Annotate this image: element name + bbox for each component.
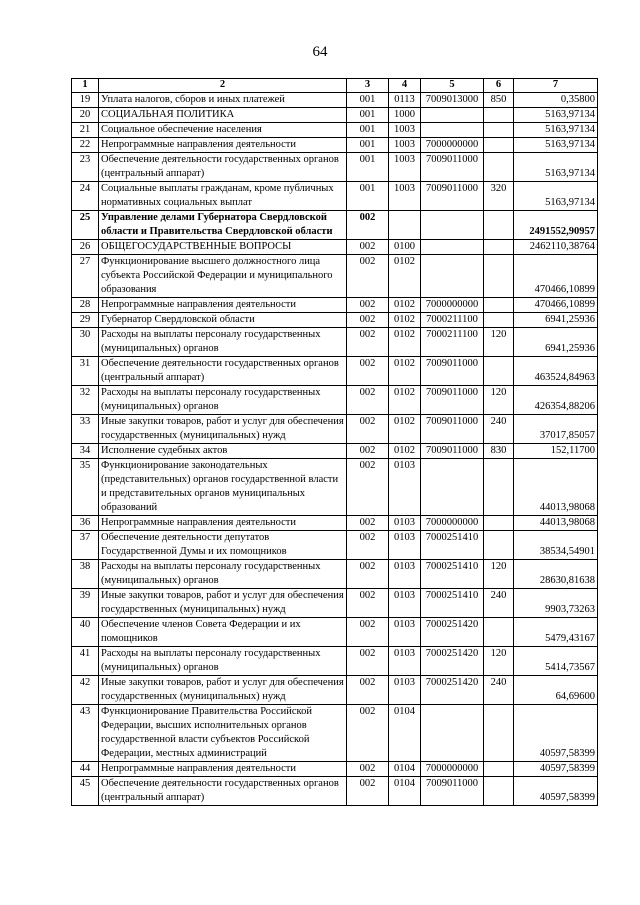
row-name-cell: Иные закупки товаров, работ и услуг для обеспечения государственных (муниципальных) нужд xyxy=(99,415,347,444)
admin-code-cell: 002 xyxy=(347,647,389,676)
table-row xyxy=(72,647,598,676)
admin-code-cell: 002 xyxy=(347,589,389,618)
target-article-cell xyxy=(421,459,484,516)
section-code-cell: 0103 xyxy=(389,676,421,705)
section-code-cell: 0102 xyxy=(389,313,421,328)
expense-type-cell: 120 xyxy=(484,328,514,357)
column-header: 5 xyxy=(421,79,484,93)
target-article-cell: 7009011000 xyxy=(421,182,484,211)
table-row xyxy=(72,108,598,123)
table-row xyxy=(72,516,598,531)
target-article-cell xyxy=(421,211,484,240)
admin-code-cell: 002 xyxy=(347,531,389,560)
amount-cell: 44013,98068 xyxy=(514,516,598,531)
row-name-cell: Непрограммные направления деятельности xyxy=(99,516,347,531)
admin-code-cell: 001 xyxy=(347,123,389,138)
target-article-cell: 7000251420 xyxy=(421,618,484,647)
target-article-cell: 7009011000 xyxy=(421,777,484,806)
row-name-cell: Обеспечение деятельности депутатов Государственной Думы и их помощников xyxy=(99,531,347,560)
admin-code-cell: 002 xyxy=(347,357,389,386)
row-name-cell: Расходы на выплаты персоналу государственных (муниципальных) органов xyxy=(99,386,347,415)
target-article-cell: 7000211100 xyxy=(421,313,484,328)
row-number-cell: 31 xyxy=(72,357,99,386)
row-number-cell: 21 xyxy=(72,123,99,138)
table-row xyxy=(72,618,598,647)
row-number-cell: 19 xyxy=(72,93,99,108)
section-code-cell: 0102 xyxy=(389,298,421,313)
row-number-cell: 37 xyxy=(72,531,99,560)
expense-type-cell: 850 xyxy=(484,93,514,108)
section-code-cell: 0102 xyxy=(389,444,421,459)
column-header: 6 xyxy=(484,79,514,93)
column-header: 1 xyxy=(72,79,99,93)
row-name-cell: Обеспечение деятельности государственных органов (центральный аппарат) xyxy=(99,357,347,386)
amount-cell: 5163,97134 xyxy=(514,123,598,138)
target-article-cell: 7000251410 xyxy=(421,531,484,560)
amount-cell: 152,11700 xyxy=(514,444,598,459)
target-article-cell: 7000000000 xyxy=(421,762,484,777)
section-code-cell: 0104 xyxy=(389,777,421,806)
table-row xyxy=(72,386,598,415)
section-code-cell: 0104 xyxy=(389,762,421,777)
table-row xyxy=(72,676,598,705)
row-number-cell: 39 xyxy=(72,589,99,618)
table-row xyxy=(72,560,598,589)
section-code-cell: 1000 xyxy=(389,108,421,123)
section-code-cell: 0104 xyxy=(389,705,421,762)
section-code-cell: 1003 xyxy=(389,153,421,182)
section-code-cell xyxy=(389,211,421,240)
row-number-cell: 27 xyxy=(72,255,99,298)
section-code-cell: 0103 xyxy=(389,560,421,589)
target-article-cell xyxy=(421,705,484,762)
expense-type-cell: 240 xyxy=(484,676,514,705)
admin-code-cell: 002 xyxy=(347,516,389,531)
row-name-cell: Управление делами Губернатора Свердловской области и Правительства Свердловской области xyxy=(99,211,347,240)
row-name-cell: Социальные выплаты гражданам, кроме публичных нормативных социальных выплат xyxy=(99,182,347,211)
admin-code-cell: 001 xyxy=(347,138,389,153)
row-number-cell: 25 xyxy=(72,211,99,240)
row-number-cell: 23 xyxy=(72,153,99,182)
column-header: 3 xyxy=(347,79,389,93)
expense-type-cell: 830 xyxy=(484,444,514,459)
table-row xyxy=(72,93,598,108)
table-row xyxy=(72,123,598,138)
row-number-cell: 32 xyxy=(72,386,99,415)
target-article-cell: 7009011000 xyxy=(421,357,484,386)
admin-code-cell: 001 xyxy=(347,108,389,123)
row-name-cell: ОБЩЕГОСУДАРСТВЕННЫЕ ВОПРОСЫ xyxy=(99,240,347,255)
row-number-cell: 34 xyxy=(72,444,99,459)
target-article-cell: 7009011000 xyxy=(421,444,484,459)
table-row xyxy=(72,182,598,211)
table-row xyxy=(72,357,598,386)
admin-code-cell: 002 xyxy=(347,444,389,459)
column-header: 7 xyxy=(514,79,598,93)
admin-code-cell: 002 xyxy=(347,298,389,313)
row-name-cell: Непрограммные направления деятельности xyxy=(99,762,347,777)
section-code-cell: 0100 xyxy=(389,240,421,255)
table-row xyxy=(72,328,598,357)
row-number-cell: 20 xyxy=(72,108,99,123)
row-number-cell: 33 xyxy=(72,415,99,444)
amount-cell: 5414,73567 xyxy=(514,647,598,676)
row-name-cell: Обеспечение членов Совета Федерации и их помощников xyxy=(99,618,347,647)
section-code-cell: 0102 xyxy=(389,255,421,298)
target-article-cell: 7000251420 xyxy=(421,647,484,676)
target-article-cell: 7009011000 xyxy=(421,386,484,415)
admin-code-cell: 002 xyxy=(347,762,389,777)
row-name-cell: Расходы на выплаты персоналу государственных (муниципальных) органов xyxy=(99,328,347,357)
expense-type-cell xyxy=(484,357,514,386)
table-row xyxy=(72,762,598,777)
amount-cell: 426354,88206 xyxy=(514,386,598,415)
expense-type-cell: 240 xyxy=(484,415,514,444)
expense-type-cell xyxy=(484,531,514,560)
table-header-row xyxy=(72,79,598,93)
expense-type-cell xyxy=(484,108,514,123)
amount-cell: 64,69600 xyxy=(514,676,598,705)
table-row xyxy=(72,153,598,182)
section-code-cell: 1003 xyxy=(389,138,421,153)
expense-type-cell xyxy=(484,516,514,531)
admin-code-cell: 002 xyxy=(347,560,389,589)
amount-cell: 6941,25936 xyxy=(514,328,598,357)
row-name-cell: Уплата налогов, сборов и иных платежей xyxy=(99,93,347,108)
expense-type-cell xyxy=(484,240,514,255)
row-number-cell: 38 xyxy=(72,560,99,589)
amount-cell: 5479,43167 xyxy=(514,618,598,647)
admin-code-cell: 002 xyxy=(347,705,389,762)
expense-type-cell xyxy=(484,459,514,516)
row-name-cell: Иные закупки товаров, работ и услуг для обеспечения государственных (муниципальных) нужд xyxy=(99,676,347,705)
target-article-cell: 7000000000 xyxy=(421,138,484,153)
expense-type-cell xyxy=(484,762,514,777)
expense-type-cell: 240 xyxy=(484,589,514,618)
amount-cell: 37017,85057 xyxy=(514,415,598,444)
admin-code-cell: 002 xyxy=(347,240,389,255)
amount-cell: 40597,58399 xyxy=(514,777,598,806)
row-number-cell: 22 xyxy=(72,138,99,153)
expense-type-cell xyxy=(484,777,514,806)
amount-cell: 9903,73263 xyxy=(514,589,598,618)
row-name-cell: Губернатор Свердловской области xyxy=(99,313,347,328)
target-article-cell: 7009011000 xyxy=(421,153,484,182)
amount-cell: 5163,97134 xyxy=(514,108,598,123)
row-number-cell: 36 xyxy=(72,516,99,531)
admin-code-cell: 002 xyxy=(347,328,389,357)
amount-cell: 5163,97134 xyxy=(514,182,598,211)
section-code-cell: 0103 xyxy=(389,516,421,531)
row-number-cell: 26 xyxy=(72,240,99,255)
target-article-cell xyxy=(421,123,484,138)
column-header: 4 xyxy=(389,79,421,93)
amount-cell: 0,35800 xyxy=(514,93,598,108)
amount-cell: 38534,54901 xyxy=(514,531,598,560)
admin-code-cell: 001 xyxy=(347,182,389,211)
row-name-cell: Исполнение судебных актов xyxy=(99,444,347,459)
row-name-cell: СОЦИАЛЬНАЯ ПОЛИТИКА xyxy=(99,108,347,123)
section-code-cell: 0103 xyxy=(389,531,421,560)
row-name-cell: Расходы на выплаты персоналу государственных (муниципальных) органов xyxy=(99,647,347,676)
admin-code-cell: 002 xyxy=(347,676,389,705)
admin-code-cell: 002 xyxy=(347,415,389,444)
section-code-cell: 0103 xyxy=(389,618,421,647)
row-number-cell: 44 xyxy=(72,762,99,777)
amount-cell: 44013,98068 xyxy=(514,459,598,516)
amount-cell: 2462110,38764 xyxy=(514,240,598,255)
section-code-cell: 0103 xyxy=(389,647,421,676)
row-name-cell: Функционирование законодательных (представительных) органов государственной власти и представительных органов муниципальных образований xyxy=(99,459,347,516)
amount-cell: 28630,81638 xyxy=(514,560,598,589)
row-name-cell: Расходы на выплаты персоналу государственных (муниципальных) органов xyxy=(99,560,347,589)
admin-code-cell: 001 xyxy=(347,93,389,108)
table-row xyxy=(72,444,598,459)
admin-code-cell: 002 xyxy=(347,618,389,647)
admin-code-cell: 001 xyxy=(347,153,389,182)
section-code-cell: 1003 xyxy=(389,182,421,211)
expense-type-cell xyxy=(484,705,514,762)
table-row xyxy=(72,313,598,328)
amount-cell: 5163,97134 xyxy=(514,153,598,182)
row-name-cell: Обеспечение деятельности государственных органов (центральный аппарат) xyxy=(99,777,347,806)
expense-type-cell: 120 xyxy=(484,560,514,589)
amount-cell: 470466,10899 xyxy=(514,255,598,298)
budget-table xyxy=(71,78,598,806)
amount-cell: 5163,97134 xyxy=(514,138,598,153)
row-name-cell: Обеспечение деятельности государственных органов (центральный аппарат) xyxy=(99,153,347,182)
row-name-cell: Непрограммные направления деятельности xyxy=(99,138,347,153)
amount-cell: 40597,58399 xyxy=(514,762,598,777)
admin-code-cell: 002 xyxy=(347,211,389,240)
expense-type-cell xyxy=(484,211,514,240)
admin-code-cell: 002 xyxy=(347,313,389,328)
table-row xyxy=(72,138,598,153)
target-article-cell: 7000211100 xyxy=(421,328,484,357)
row-number-cell: 24 xyxy=(72,182,99,211)
row-number-cell: 29 xyxy=(72,313,99,328)
target-article-cell: 7000251420 xyxy=(421,676,484,705)
target-article-cell: 7000251410 xyxy=(421,589,484,618)
row-name-cell: Социальное обеспечение населения xyxy=(99,123,347,138)
target-article-cell: 7009011000 xyxy=(421,415,484,444)
admin-code-cell: 002 xyxy=(347,777,389,806)
expense-type-cell xyxy=(484,123,514,138)
row-number-cell: 28 xyxy=(72,298,99,313)
table-row xyxy=(72,531,598,560)
table-body xyxy=(72,93,598,806)
target-article-cell xyxy=(421,240,484,255)
table-row xyxy=(72,777,598,806)
expense-type-cell: 120 xyxy=(484,647,514,676)
row-name-cell: Иные закупки товаров, работ и услуг для обеспечения государственных (муниципальных) нужд xyxy=(99,589,347,618)
amount-cell: 470466,10899 xyxy=(514,298,598,313)
table-row xyxy=(72,255,598,298)
target-article-cell: 7000251410 xyxy=(421,560,484,589)
row-name-cell: Функционирование Правительства Российской Федерации, высших исполнительных органов государственной власти субъектов Российской Федерации, местных администраций xyxy=(99,705,347,762)
amount-cell: 463524,84963 xyxy=(514,357,598,386)
section-code-cell: 0103 xyxy=(389,589,421,618)
target-article-cell: 7000000000 xyxy=(421,298,484,313)
section-code-cell: 0102 xyxy=(389,386,421,415)
page-number: 64 xyxy=(312,44,328,60)
expense-type-cell xyxy=(484,255,514,298)
row-number-cell: 42 xyxy=(72,676,99,705)
table-row xyxy=(72,705,598,762)
section-code-cell: 0103 xyxy=(389,459,421,516)
row-number-cell: 43 xyxy=(72,705,99,762)
row-name-cell: Функционирование высшего должностного лица субъекта Российской Федерации и муниципального образования xyxy=(99,255,347,298)
table-row xyxy=(72,589,598,618)
section-code-cell: 1003 xyxy=(389,123,421,138)
section-code-cell: 0102 xyxy=(389,328,421,357)
row-number-cell: 45 xyxy=(72,777,99,806)
expense-type-cell xyxy=(484,138,514,153)
expense-type-cell: 120 xyxy=(484,386,514,415)
amount-cell: 2491552,90957 xyxy=(514,211,598,240)
expense-type-cell xyxy=(484,313,514,328)
target-article-cell xyxy=(421,108,484,123)
row-number-cell: 41 xyxy=(72,647,99,676)
amount-cell: 6941,25936 xyxy=(514,313,598,328)
amount-cell: 40597,58399 xyxy=(514,705,598,762)
expense-type-cell xyxy=(484,153,514,182)
table-row xyxy=(72,298,598,313)
admin-code-cell: 002 xyxy=(347,255,389,298)
table-row xyxy=(72,415,598,444)
admin-code-cell: 002 xyxy=(347,459,389,516)
row-number-cell: 35 xyxy=(72,459,99,516)
expense-type-cell xyxy=(484,298,514,313)
column-header: 2 xyxy=(99,79,347,93)
target-article-cell xyxy=(421,255,484,298)
expense-type-cell xyxy=(484,618,514,647)
expense-type-cell: 320 xyxy=(484,182,514,211)
table-row xyxy=(72,240,598,255)
section-code-cell: 0102 xyxy=(389,357,421,386)
row-name-cell: Непрограммные направления деятельности xyxy=(99,298,347,313)
section-code-cell: 0113 xyxy=(389,93,421,108)
table-row xyxy=(72,211,598,240)
row-number-cell: 40 xyxy=(72,618,99,647)
row-number-cell: 30 xyxy=(72,328,99,357)
target-article-cell: 7000000000 xyxy=(421,516,484,531)
table-row xyxy=(72,459,598,516)
section-code-cell: 0102 xyxy=(389,415,421,444)
admin-code-cell: 002 xyxy=(347,386,389,415)
target-article-cell: 7009013000 xyxy=(421,93,484,108)
